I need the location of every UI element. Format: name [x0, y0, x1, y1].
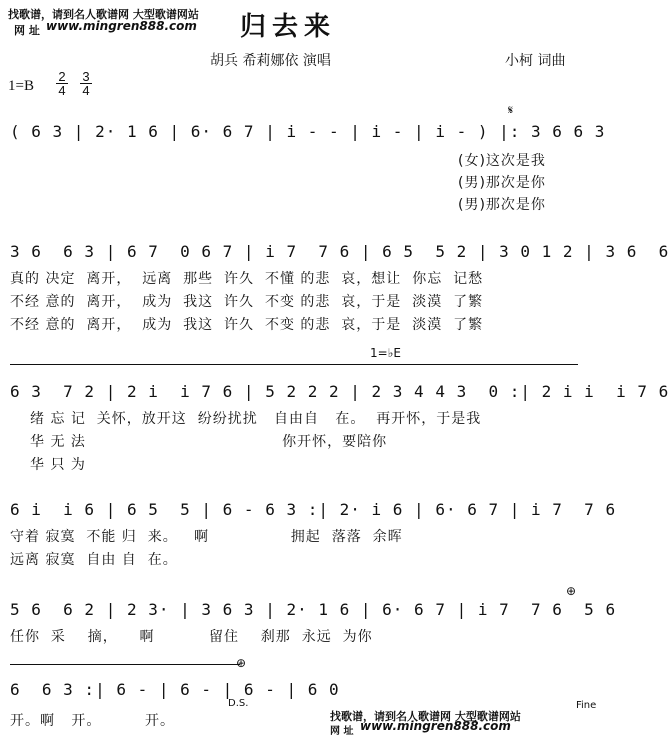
volta-line-2: [10, 664, 240, 665]
lyric-1-3: (男)那次是你: [458, 197, 546, 213]
music-line-1: ( 6 3 | 2· 1 6 | 6· 6 7 | i - - | i - | i - ) |: 3 6 6 3: [10, 122, 606, 141]
key-change: 1=♭E: [370, 346, 401, 360]
watermark-bottom-line1: 找歌谱，请到名人歌谱网 大型歌谱网站: [330, 710, 521, 723]
lyric-3-1: 绪 忘 记 关怀，放开这 纷纷扰扰 自由自 在。 再开怀，于是我: [30, 411, 482, 427]
watermark-bottom-label: 网 址: [330, 726, 354, 737]
watermark-label: 网 址: [14, 24, 40, 37]
lyric-1-1: (女)这次是我: [458, 153, 546, 169]
lyric-2-1: 真的 决定 离开， 远离 那些 许久 不懂 的悲 哀，想让 你忘 记愁: [10, 271, 484, 287]
music-line-5: 5 6 6 2 | 2 3· | 3 6 3 | 2· 1 6 | 6· 6 7 | i 7 7 6 5 6: [10, 600, 617, 619]
singers: 胡兵 希莉娜依 演唱: [210, 53, 331, 69]
time-sig-1-top: 2: [58, 69, 66, 84]
fine-marking: Fine: [576, 700, 597, 711]
coda-icon-2: ⊕: [236, 656, 247, 670]
time-signature-2: [80, 70, 92, 97]
lyric-3-2: 华 无 法 你开怀，要陪你: [30, 434, 388, 450]
watermark-line1: 找歌谱，请到名人歌谱网 大型歌谱网站: [8, 8, 199, 21]
music-line-4: 6 i i 6 | 6 5 5 | 6 - 6 3 :| 2· i 6 | 6· 6 7 | i 7 7 6: [10, 500, 617, 519]
time-sig-1-bottom: 4: [58, 83, 66, 98]
volta-line: [10, 364, 578, 365]
segno-icon: 𝄋: [508, 103, 514, 117]
ds-marking: D.S.: [228, 698, 249, 709]
time-sig-2-bottom: 4: [82, 83, 90, 98]
lyric-5-1: 任你 采 摘， 啊 留住 刹那 永远 为你: [10, 629, 373, 645]
time-sig-2-top: 3: [82, 69, 90, 84]
lyric-1-2: (男)那次是你: [458, 175, 546, 191]
music-line-3: 6 3 7 2 | 2 i i 7 6 | 5 2 2 2 | 2 3 4 4 3 0 :| 2 i i i 7 6: [10, 382, 669, 401]
time-signature-1: [56, 70, 68, 97]
lyric-3-3: 华 只 为: [30, 457, 86, 473]
credits: 小柯 词曲: [505, 53, 566, 69]
lyric-4-2: 远离 寂寞 自由 自 在。: [10, 552, 178, 568]
lyric-4-1: 守着 寂寞 不能 归 来。 啊 拥起 落落 余晖: [10, 529, 403, 545]
key-signature: 1=B: [8, 78, 34, 94]
coda-icon: ⊕: [566, 584, 577, 598]
lyric-2-3: 不经 意的 离开， 成为 我这 许久 不变 的悲 哀，于是 淡漠 了繁: [10, 317, 484, 333]
music-line-2: 3 6 6 3 | 6 7 0 6 7 | i 7 7 6 | 6 5 5 2 | 3 0 1 2 | 3 6 6: [10, 242, 669, 261]
song-title: 归去来: [240, 12, 337, 42]
lyric-6-1: 开。啊 开。 开。: [10, 713, 175, 729]
lyric-2-2: 不经 意的 离开， 成为 我这 许久 不变 的悲 哀，于是 淡漠 了繁: [10, 294, 484, 310]
watermark-bottom-url: www.mingren888.com: [360, 719, 511, 733]
watermark-url: www.mingren888.com: [46, 19, 197, 33]
music-line-6: 6 6 3 :| 6 - | 6 - | 6 - | 6 0: [10, 680, 340, 699]
